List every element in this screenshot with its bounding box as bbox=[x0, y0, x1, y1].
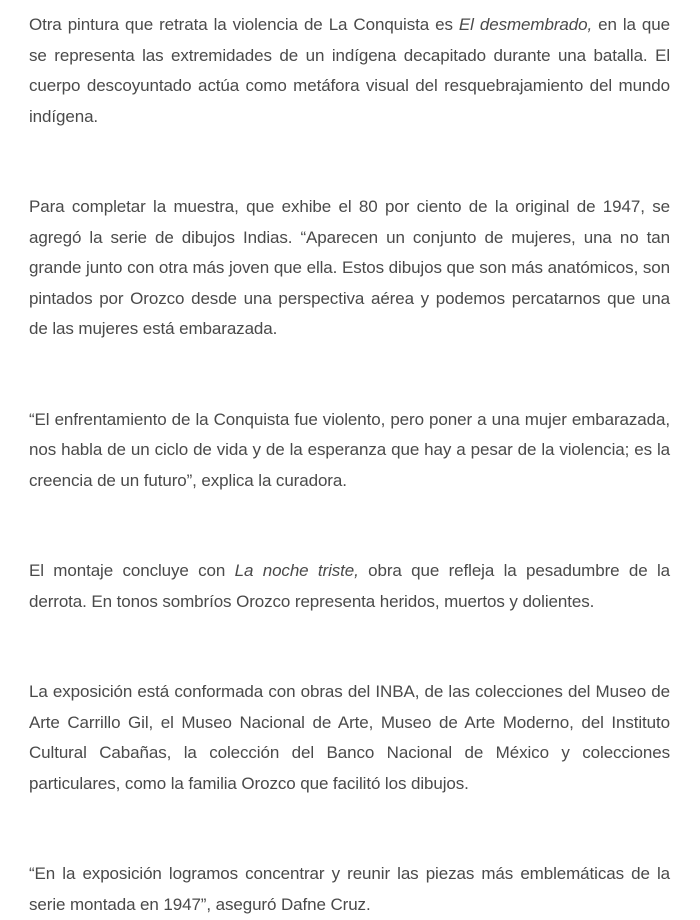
paragraph-colecciones: La exposición está conformada con obras del INBA, de las colecciones del Museo de Arte Carrillo Gil, el Museo Nacional de Arte, Museo de Arte Moderno, del Instituto Cultural Cabañas, la colección del Banco Nacional de México y colecciones particulares, como la familia Orozco que facilitó los dibujos. bbox=[29, 682, 670, 793]
paragraph-desmembrado bbox=[29, 10, 670, 132]
paragraph-indias: Para completar la muestra, que exhibe el 80 por ciento de la original de 1947, se agregó la serie de dibujos Indias. “Aparecen un conjunto de mujeres, una no tan grande junto con otra más joven que ella. Estos dibujos que son más anatómicos, son pintados por Orozco desde una perspectiva aérea y podemos percatarnos que una de las mujeres está embarazada. bbox=[29, 197, 670, 338]
paragraph-text: Otra pintura que retrata la violencia de La Conquista es bbox=[29, 15, 459, 34]
article-body bbox=[29, 10, 670, 920]
paragraph-quote-dafne-cruz: “En la exposición logramos concentrar y reunir las piezas más emblemáticas de la serie montada en 1947”, aseguró Dafne Cruz. bbox=[29, 864, 670, 914]
paragraph-quote-curadora: “El enfrentamiento de la Conquista fue violento, pero poner a una mujer embarazada, nos habla de un ciclo de vida y de la esperanza que hay a pesar de la violencia; es la creencia de un futuro”, explica la curadora. bbox=[29, 409, 670, 490]
artwork-title-el-desmembrado: El desmembrado, bbox=[458, 15, 593, 34]
paragraph-text: El montaje concluye con bbox=[29, 561, 235, 580]
paragraph-text: en la que se representa las extremidades de un indígena decapitado durante una batalla. El cuerpo descoyuntado actúa como metáfora visual del resquebrajamiento del mundo indígena. bbox=[29, 15, 670, 126]
paragraph-text: obra que refleja la pesadumbre de la derrota. En tonos sombríos Orozco representa heridos, muertos y dolientes. bbox=[29, 561, 671, 611]
artwork-title-la-noche-triste: La noche triste, bbox=[234, 561, 359, 580]
paragraph-noche-triste bbox=[29, 556, 670, 617]
